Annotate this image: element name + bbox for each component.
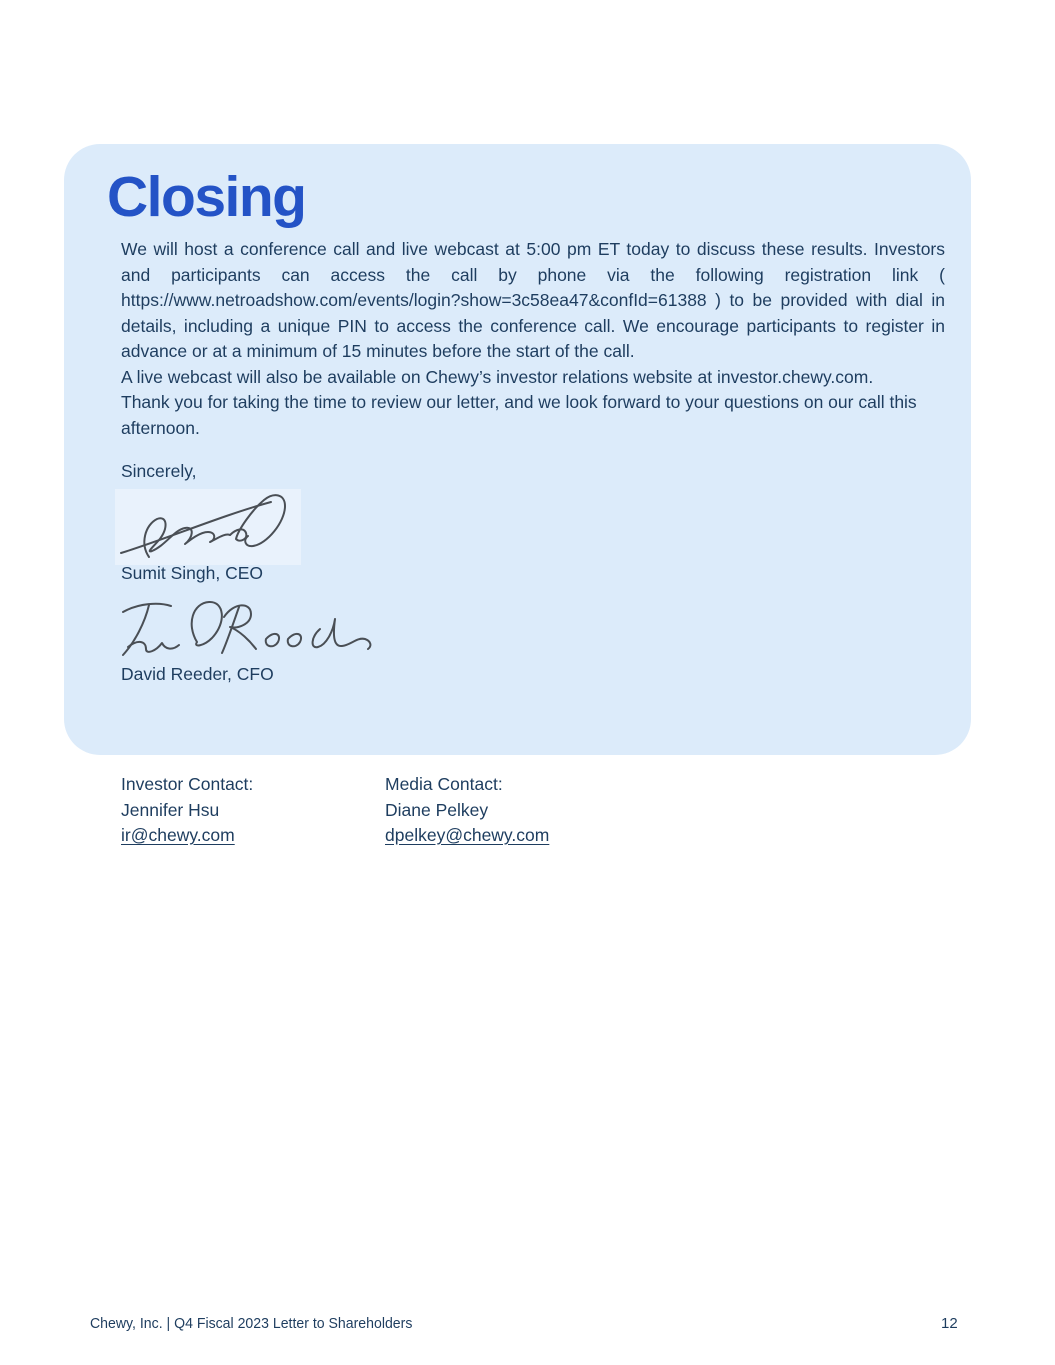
media-contact-name: Diane Pelkey	[385, 799, 489, 820]
media-contact-label: Media Contact:	[385, 774, 503, 794]
ceo-signature-block	[121, 487, 945, 587]
cfo-name-title: David Reeder, CFO	[121, 664, 274, 685]
investor-contact-label: Investor Contact:	[121, 774, 254, 794]
salutation: Sincerely,	[121, 461, 197, 482]
closing-paragraph-2: A live webcast will also be available on Chewy’s investor relations website at investor.chewy.com.	[121, 366, 874, 387]
closing-paragraph-1: We will host a conference call and live webcast at 5:00 pm ET today to discuss these results. Investors and participants can access the call by phone via the following registration link ( https://www.netroadshow.com/events/login?show=3c58ea47&confId=61388 ) to be provided with dial in details, including a unique PIN to access the conference call. We encourage participants to register in advance or at a minimum of 15 minutes before the start of the call.	[121, 239, 945, 362]
closing-heading: Closing	[107, 165, 306, 229]
investor-contact-name: Jennifer Hsu	[121, 799, 220, 820]
media-email-link[interactable]: dpelkey@chewy.com	[385, 825, 550, 845]
closing-section	[64, 144, 971, 755]
investor-contact	[121, 772, 253, 849]
investor-email-link[interactable]: ir@chewy.com	[121, 825, 235, 845]
page-footer	[0, 1315, 1055, 1337]
page-number: 12	[941, 1315, 958, 1332]
closing-paragraph-3: Thank you for taking the time to review our letter, and we look forward to your questions on our call this afternoon.	[121, 392, 917, 438]
ceo-name-title: Sumit Singh, CEO	[121, 562, 263, 583]
cfo-signature-image	[117, 596, 375, 660]
footer-text: Chewy, Inc. | Q4 Fiscal 2023 Letter to Shareholders	[90, 1315, 413, 1332]
cfo-signature-block	[121, 596, 945, 688]
ceo-signature-image	[119, 487, 301, 561]
media-contact	[385, 772, 549, 849]
